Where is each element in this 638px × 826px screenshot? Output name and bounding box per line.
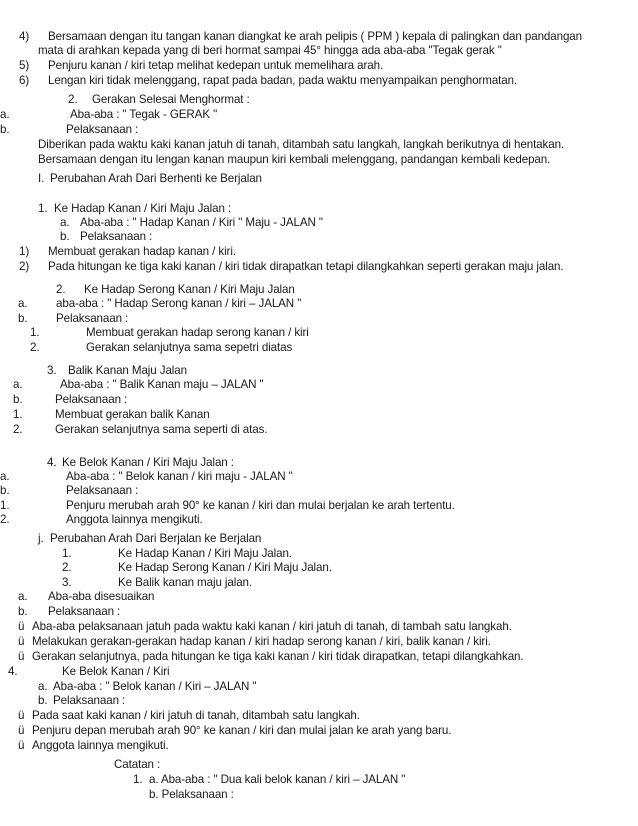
list-marker: b. xyxy=(18,605,28,618)
list-marker: 1) xyxy=(19,245,30,258)
text-line: Bersamaan dengan itu tangan kanan diangkat ke arah pelipis ( PPM ) kepala di palingkan dan pandangan xyxy=(48,30,583,43)
text-line: Diberikan pada waktu kaki kanan jatuh di tanah, ditambah satu langkah, langkah berikutnya di hentakan. xyxy=(38,138,565,151)
list-marker: a. xyxy=(18,590,28,603)
list-marker: 6) xyxy=(19,74,30,87)
list-marker: b. xyxy=(13,393,23,406)
list-marker: b. xyxy=(38,694,48,707)
text-line: Catatan : xyxy=(114,758,161,771)
text-line: Gerakan selanjutnya sama seperti di atas. xyxy=(55,423,268,436)
text-line: Aba-aba : " Hadap Kanan / Kiri " Maju - JALAN " xyxy=(80,216,323,229)
text-line: Ke Hadap Kanan / Kiri Maju Jalan : xyxy=(54,202,232,215)
list-marker: ü xyxy=(18,620,25,633)
list-marker: 4. xyxy=(47,456,57,469)
list-marker: ü xyxy=(18,739,25,752)
text-line: Pelaksanaan : xyxy=(66,484,139,497)
list-marker: 2. xyxy=(0,513,10,526)
list-marker: ü xyxy=(18,724,25,737)
text-line: Aba-aba : " Tegak - GERAK " xyxy=(70,108,218,121)
text-line: Gerakan Selesai Menghormat : xyxy=(92,93,250,106)
text-line: Gerakan selanjutnya sama sepetri diatas xyxy=(86,341,293,354)
text-line: Ke Hadap Serong Kanan / Kiri Maju Jalan xyxy=(84,283,295,296)
list-marker: a. xyxy=(18,297,28,310)
text-line: b. Pelaksanaan : xyxy=(149,788,234,801)
text-line: Pelaksanaan : xyxy=(56,312,129,325)
list-marker: ü xyxy=(18,635,25,648)
list-marker: a. xyxy=(13,378,23,391)
list-marker: 2. xyxy=(30,341,40,354)
list-marker: 1. xyxy=(30,326,40,339)
text-line: Pada hitungan ke tiga kaki kanan / kiri tidak dirapatkan tetapi dilangkahkan seperti gerakan maju jalan. xyxy=(48,260,564,273)
list-marker: a. xyxy=(60,216,70,229)
text-line: Melakukan gerakan-gerakan hadap kanan / kiri hadap serong kanan / kiri, balik kanan / kiri. xyxy=(32,635,491,648)
list-marker: b. xyxy=(0,123,10,136)
text-line: Pelaksanaan : xyxy=(80,230,153,243)
text-line: Ke Balik kanan maju jalan. xyxy=(118,576,253,589)
text-line: a. Aba-aba : " Dua kali belok kanan / kiri – JALAN " xyxy=(149,773,406,786)
text-line: Lengan kiri tidak melenggang, rapat pada badan, pada waktu menyampaikan penghormatan. xyxy=(48,74,518,87)
list-marker: ü xyxy=(18,709,25,722)
list-marker: 4) xyxy=(19,30,30,43)
list-marker: a. xyxy=(0,470,10,483)
text-line: Anggota lainnya mengikuti. xyxy=(32,739,169,752)
list-marker: j. xyxy=(38,532,44,545)
text-line: Aba-aba : " Belok kanan / kiri maju - JALAN " xyxy=(66,470,293,483)
text-line: Penjuru depan merubah arah 90° ke kanan / kiri dan mulai jalan ke arah yang baru. xyxy=(32,724,452,737)
list-marker: 2) xyxy=(19,260,30,273)
list-marker: b. xyxy=(60,230,70,243)
text-line: Membuat gerakan hadap kanan / kiri. xyxy=(48,245,236,258)
text-line: Ke Hadap Kanan / Kiri Maju Jalan. xyxy=(118,547,292,560)
text-line: Pelaksanaan : xyxy=(66,123,139,136)
list-marker: 3. xyxy=(47,364,57,377)
text-line: Pelaksanaan : xyxy=(53,694,126,707)
text-line: mata di arahkan kepada yang di beri hormat sampai 45° hingga ada aba-aba "Tegak gerak " xyxy=(38,44,502,57)
list-marker: 1. xyxy=(0,499,10,512)
text-line: Ke Hadap Serong Kanan / Kiri Maju Jalan. xyxy=(118,561,332,574)
list-marker: 2. xyxy=(56,283,66,296)
text-line: Aba-aba pelaksanaan jatuh pada waktu kaki kanan / kiri jatuh di tanah, di tambah satu langkah. xyxy=(32,620,512,633)
text-line: Membuat gerakan hadap serong kanan / kiri xyxy=(86,326,309,339)
list-marker: a. xyxy=(0,108,10,121)
list-marker: 2. xyxy=(68,93,78,106)
text-line: Pelaksanaan : xyxy=(48,605,121,618)
list-marker: a. xyxy=(38,680,48,693)
list-marker: 2. xyxy=(62,561,72,574)
list-marker: b. xyxy=(0,484,10,497)
text-line: Pada saat kaki kanan / kiri jatuh di tanah, ditambah satu langkah. xyxy=(32,709,360,722)
text-line: Perubahan Arah Dari Berhenti ke Berjalan xyxy=(50,172,262,185)
text-line: Perubahan Arah Dari Berjalan ke Berjalan xyxy=(50,532,262,545)
list-marker: 1. xyxy=(13,408,23,421)
list-marker: 5) xyxy=(19,59,30,72)
list-marker: 2. xyxy=(13,423,23,436)
text-line: aba-aba : " Hadap Serong kanan / kiri – JALAN " xyxy=(56,297,302,310)
text-line: Aba-aba : " Belok kanan / Kiri – JALAN " xyxy=(53,680,257,693)
list-marker: 4. xyxy=(8,665,18,678)
text-line: Pelaksanaan : xyxy=(55,393,128,406)
list-marker: I. xyxy=(38,172,45,185)
text-line: Membuat gerakan balik Kanan xyxy=(55,408,210,421)
list-marker: 1. xyxy=(133,773,143,786)
list-marker: 3. xyxy=(62,576,72,589)
text-line: Aba-aba : " Balik Kanan maju – JALAN " xyxy=(60,378,264,391)
text-line: Ke Belok Kanan / Kiri xyxy=(62,665,170,678)
text-line: Penjuru merubah arah 90° ke kanan / kiri dan mulai berjalan ke arah tertentu. xyxy=(66,499,455,512)
list-marker: 1. xyxy=(38,202,48,215)
text-line: Penjuru kanan / kiri tetap melihat kedepan untuk memelihara arah. xyxy=(48,59,384,72)
text-line: Gerakan selanjutnya, pada hitungan ke tiga kaki kanan / kiri tidak dirapatkan, tetapi dilangkahkan. xyxy=(32,650,524,663)
text-line: Ke Belok Kanan / Kiri Maju Jalan : xyxy=(62,456,234,469)
list-marker: ü xyxy=(18,650,25,663)
text-line: Anggota lainnya mengikuti. xyxy=(66,513,203,526)
list-marker: 1. xyxy=(62,547,72,560)
list-marker: b. xyxy=(18,312,28,325)
text-line: Bersamaan dengan itu lengan kanan maupun kiri kembali melenggang, pandangan kembali kedepan. xyxy=(38,153,551,166)
text-line: Balik Kanan Maju Jalan xyxy=(68,364,187,377)
text-line: Aba-aba disesuaikan xyxy=(48,590,155,603)
